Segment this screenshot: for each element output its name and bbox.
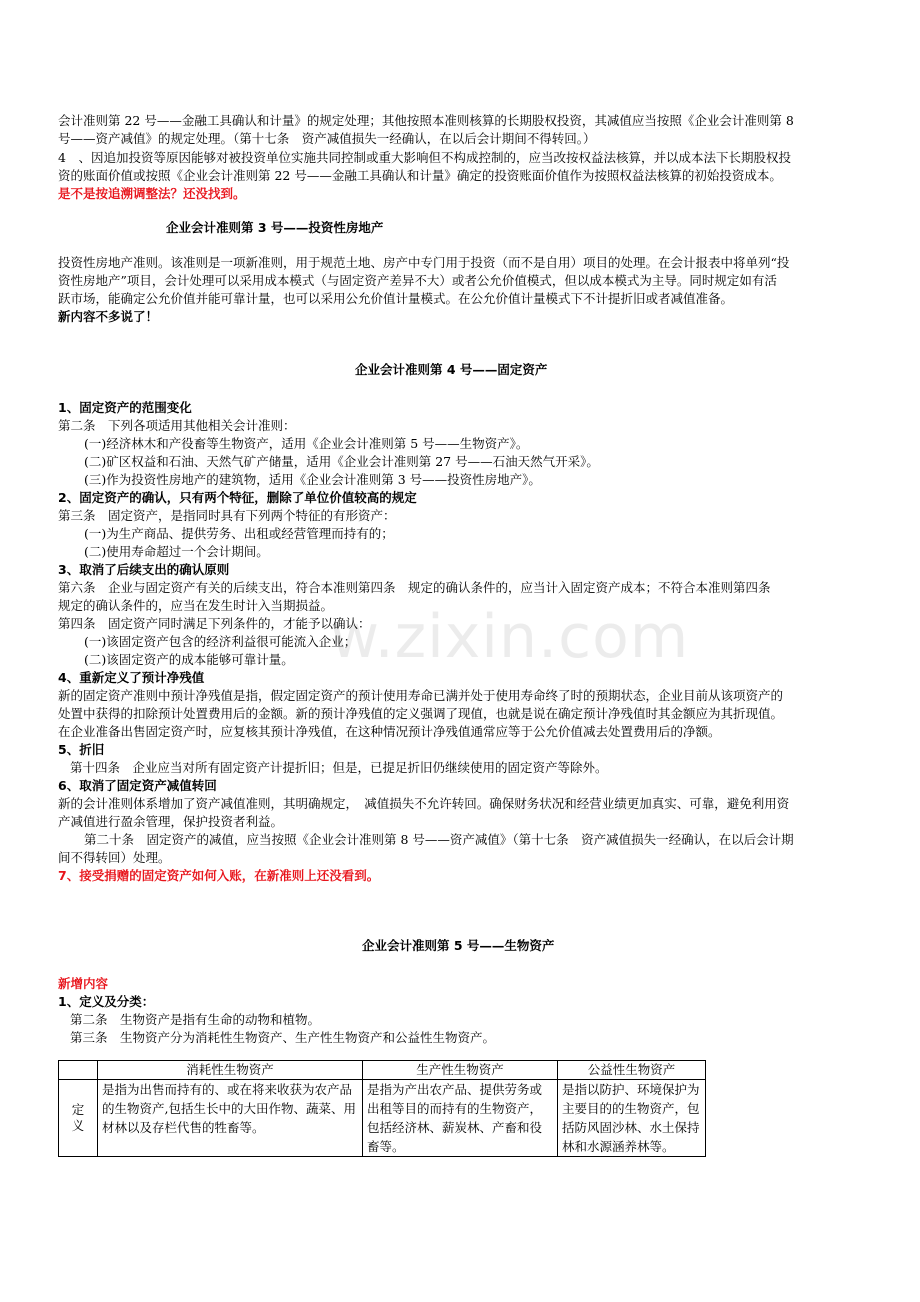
note-bold: 新内容不多说了！ <box>58 309 159 324</box>
subheading: 2、固定资产的确认，只有两个特征，删除了单位价值较高的规定 <box>58 490 417 505</box>
table-header-cell: 公益性生物资产 <box>558 1061 706 1080</box>
text-line: (三)作为投资性房地产的建筑物，适用《企业会计准则第 3 号——投资性房地产》。 <box>84 472 541 487</box>
table-header-row <box>59 1061 706 1080</box>
subheading: 3、取消了后续支出的确认原则 <box>58 562 230 577</box>
subheading: 5、折旧 <box>58 742 105 757</box>
text-line: 号——资产减值》的规定处理。（第十七条 资产减值损失一经确认，在以后会计期间不得转回。） <box>58 131 596 146</box>
text-line: 间不得转回）处理。 <box>58 850 171 865</box>
subheading: 1、固定资产的范围变化 <box>58 400 192 415</box>
row-label: 定 义 <box>71 1101 85 1133</box>
text-line: 第二十条 固定资产的减值，应当按照《企业会计准则第 8 号——资产减值》（第十七条 资产减值损失一经确认，在以后会计期 <box>84 832 794 847</box>
text-line: 新的固定资产准则中预计净残值是指，假定固定资产的预计使用寿命已满并处于使用寿命终了时的预期状态，企业目前从该项资产的 <box>58 688 784 703</box>
table-row <box>59 1080 706 1157</box>
text-line: 投资性房地产准则。该准则是一项新准则，用于规范土地、房产中专门用于投资（而不是自用）项目的处理。在会计报表中将单列“投 <box>58 255 790 270</box>
table-header-cell <box>59 1061 98 1080</box>
text-line: (二)矿区权益和石油、天然气矿产储量，适用《企业会计准则第 27 号——石油天然气开采》。 <box>84 454 599 469</box>
table-cell: 是指为出售而持有的、或在将来收获为农产品的生物资产,包括生长中的大田作物、蔬菜、用材林以及存栏代售的牲畜等。 <box>98 1080 363 1157</box>
subheading: 4、重新定义了预计净残值 <box>58 670 205 685</box>
table-header-cell: 消耗性生物资产 <box>98 1061 363 1080</box>
text-line: (二)该固定资产的成本能够可靠计量。 <box>84 652 294 667</box>
text-line: 第六条 企业与固定资产有关的后续支出，符合本准则第四条 规定的确认条件的，应当计入固定资产成本；不符合本准则第四条 <box>58 580 771 595</box>
subheading: 6、取消了固定资产减值转回 <box>58 778 217 793</box>
text-line: 第二条 下列各项适用其他相关会计准则： <box>58 418 296 433</box>
text-line: 第十四条 企业应当对所有固定资产计提折旧；但是，已提足折旧仍继续使用的固定资产等除外。 <box>70 760 608 775</box>
text-line: 会计准则第 22 号——金融工具确认和计量》的规定处理；其他按照本准则核算的长期股权投资，其减值应当按照《企业会计准则第 8 <box>58 113 794 128</box>
text-line: 第三条 生物资产分为消耗性生物资产、生产性生物资产和公益性生物资产。 <box>70 1030 496 1045</box>
note-red: 7、接受捐赠的固定资产如何入账，在新准则上还没看到。 <box>58 868 380 883</box>
text-line: (二)使用寿命超过一个会计期间。 <box>84 544 269 559</box>
text-line: 第二条 生物资产是指有生命的动物和植物。 <box>70 1012 321 1027</box>
text-line: 第三条 固定资产，是指同时具有下列两个特征的有形资产： <box>58 508 396 523</box>
table-header-cell: 生产性生物资产 <box>363 1061 558 1080</box>
subheading: 1、定义及分类： <box>58 994 155 1009</box>
text-line: 在企业准备出售固定资产时，应复核其预计净残值，在这种情况预计净残值通常应等于公允价值减去处置费用后的净额。 <box>58 724 721 739</box>
note-red: 新增内容 <box>58 976 109 991</box>
text-line: 规定的确认条件的，应当在发生时计入当期损益。 <box>58 598 334 613</box>
section-title: 企业会计准则第 5 号——生物资产 <box>362 938 555 953</box>
text-line: 产减值进行盈余管理，保护投资者利益。 <box>58 814 284 829</box>
text-line: (一)为生产商品、提供劳务、出租或经营管理而持有的； <box>84 526 394 541</box>
text-line: 跃市场，能确定公允价值并能可靠计量，也可以采用公允价值计量模式。在公允价值计量模式下不计提折旧或者减值准备。 <box>58 291 734 306</box>
text-line: 新的会计准则体系增加了资产减值准则，其明确规定， 减值损失不允许转回。确保财务状况和经营业绩更加真实、可靠，避免利用资 <box>58 796 790 811</box>
text-line: (一)该固定资产包含的经济利益很可能流入企业； <box>84 634 357 649</box>
row-label-cell <box>59 1080 98 1157</box>
section-title: 企业会计准则第 4 号——固定资产 <box>355 362 548 377</box>
biological-assets-table <box>58 1060 706 1157</box>
text-line: 资的账面价值或按照《企业会计准则第 22 号——金融工具确认和计量》确定的投资账面价值作为按照权益法核算的初始投资成本。 <box>58 168 782 183</box>
watermark: w.zixin.com <box>330 602 690 672</box>
section-title: 企业会计准则第 3 号——投资性房地产 <box>166 220 384 235</box>
table-cell: 是指为产出农产品、提供劳务或出租等目的而持有的生物资产，包括经济林、薪炭林、产畜和役畜等。 <box>363 1080 558 1157</box>
text-line: 处置中获得的扣除预计处置费用后的金额。新的预计净残值的定义强调了现值，也就是说在确定预计净残值时其金额应为其折现值。 <box>58 706 784 721</box>
text-line: 第四条 固定资产同时满足下列条件的，才能予以确认： <box>58 616 371 631</box>
note-red: 是不是按追溯调整法？还没找到。 <box>58 186 246 201</box>
text-line: 资性房地产”项目，会计处理可以采用成本模式（与固定资产差异不大）或者公允价值模式，但以成本模式为主导。同时规定如有活 <box>58 273 777 288</box>
table-cell: 是指以防护、环境保护为主要目的的生物资产，包括防风固沙林、水土保持林和水源涵养林等。 <box>558 1080 706 1157</box>
text-line: 4 、因追加投资等原因能够对被投资单位实施共同控制或重大影响但不构成控制的，应当改按权益法核算，并以成本法下长期股权投 <box>58 150 791 165</box>
text-line: (一)经济林木和产役畜等生物资产，适用《企业会计准则第 5 号——生物资产》。 <box>84 436 529 451</box>
